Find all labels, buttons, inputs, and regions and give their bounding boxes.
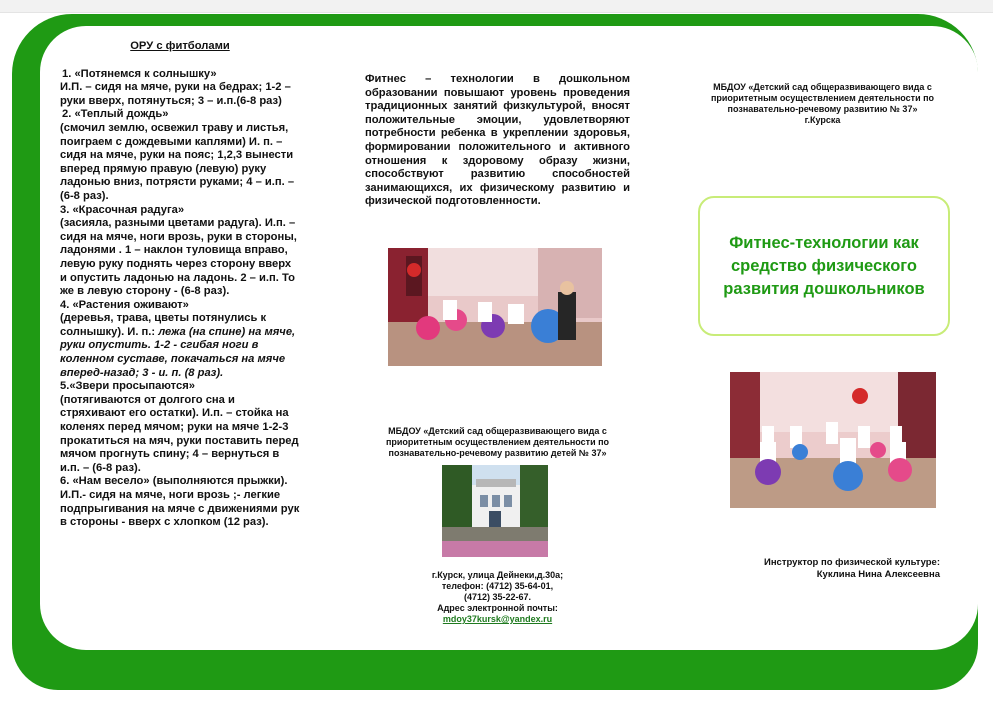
exercise-heading: ОРУ с фитболами	[130, 40, 230, 52]
exercise-2-title: 2. «Теплый дождь»	[62, 108, 169, 121]
exercise-1	[60, 68, 300, 109]
instructor-label: Инструктор по физической культуре:	[763, 557, 940, 568]
exercise-4-body-b: лежа (на спине) на мяче, руки опустить. 1-2 - сгибая ноги в коленном суставе, покачаться на мяче вперед-назад; 3 - и. п. (8 раз).	[60, 325, 296, 379]
phone-2: (4712) 35-22-67.	[463, 592, 532, 602]
exercise-4	[60, 299, 300, 381]
exercise-2	[60, 108, 300, 203]
exercise-1-title: 1. «Потянемся к солнышку»	[62, 67, 217, 80]
org-name-middle: МБДОУ «Детский сад общеразвивающего вида с приоритетным осуществлением деятельности по познавательно-речевому развитию детей № 37»	[385, 426, 610, 458]
exercise-5-title: 5.«Звери просыпаются»	[60, 380, 195, 393]
intro-paragraph: Фитнес – технологии в дошкольном образовании повышают уровень проведения традиционных занятий физкультурой, вносят положительные эмоции, удовлетворяют потребности ребенка в укреплении здоровья, формировании положительного и активного отношения к здоровому образу жизни, способствуют развитию способностей занимающихся, их физическому развитию и физической подготовленности.	[365, 73, 630, 208]
exercise-2-body: (смочил землю, освежил траву и листья, поиграем с дождевыми каплями) И. п. – сидя на мяче, руки на пояс; 1,2,3 вынести вперед прямую правую (левую) руку ладонью вниз, потрясти руками; 4 – и.п. – (6-8 раз).	[60, 121, 295, 202]
exercise-3-body: (засияла, разными цветами радуга). И.п. – сидя на мяче, ноги врозь, руки в стороны, ладонями . 1 – наклон туловища вправо, левую руку поднять через сторону вверх и опустить ладонью на ладонь. 2 – и.п. То же в левую сторону - (6-8 раз).	[60, 217, 297, 298]
instructor-name: Куклина Нина Алексеевна	[816, 569, 940, 580]
exercise-3	[60, 204, 300, 299]
exercise-6	[60, 475, 300, 529]
contact-block	[400, 570, 595, 625]
address: г.Курск, улица Дейнеки,д.30а;	[431, 570, 564, 580]
exercise-column	[60, 40, 300, 530]
exercise-6-title: 6. «Нам весело» (выполняются прыжки).	[60, 475, 288, 488]
exercise-5	[60, 380, 300, 475]
exercise-5-body: (потягиваются от долгого сна и стряхивают его остатки). И.п. – стойка на коленях перед мячом; руки на мяче 1-2-3 прокатиться на мяч, руки поставить перед мячом прогнуть спину; 4 – вернуться в и.п. – (6-8 раз).	[60, 393, 299, 474]
exercise-3-title: 3. «Красочная радуга»	[60, 203, 185, 216]
kindergarten-building-photo	[442, 465, 548, 557]
email-link[interactable]: mdoy37kursk@yandex.ru	[442, 614, 553, 624]
brochure-title: Фитнес-технологии как средство физического развития дошкольников	[723, 233, 925, 298]
title-box	[698, 196, 950, 336]
exercise-4-body-a: (деревья, трава, цветы потянулись к солнышку). И. п.:	[60, 312, 267, 338]
email-label: Адрес электронной почты:	[437, 603, 558, 613]
children-fitball-photo	[388, 248, 602, 366]
exercise-4-title: 4. «Растения оживают»	[60, 298, 189, 311]
phone-1: телефон: (4712) 35-64-01,	[441, 581, 554, 591]
window-top-strip	[0, 0, 993, 13]
children-on-balls-photo	[730, 372, 936, 508]
instructor-block	[740, 557, 940, 581]
exercise-6-body: И.П.- сидя на мяче, ноги врозь ;- легкие подпрыгивания на мяче с движениями рук в стороны - вверх с хлопком (12 раз).	[60, 489, 300, 529]
exercise-1-body: И.П. – сидя на мяче, руки на бедрах; 1-2 – руки вверх, потянуться; 3 – и.п.(6-8 раз)	[60, 81, 291, 107]
org-name-right: МБДОУ «Детский сад общеразвивающего вида с приоритетным осуществлением деятельности по познавательно-речевому развитию № 37» г.Курска	[710, 82, 935, 125]
